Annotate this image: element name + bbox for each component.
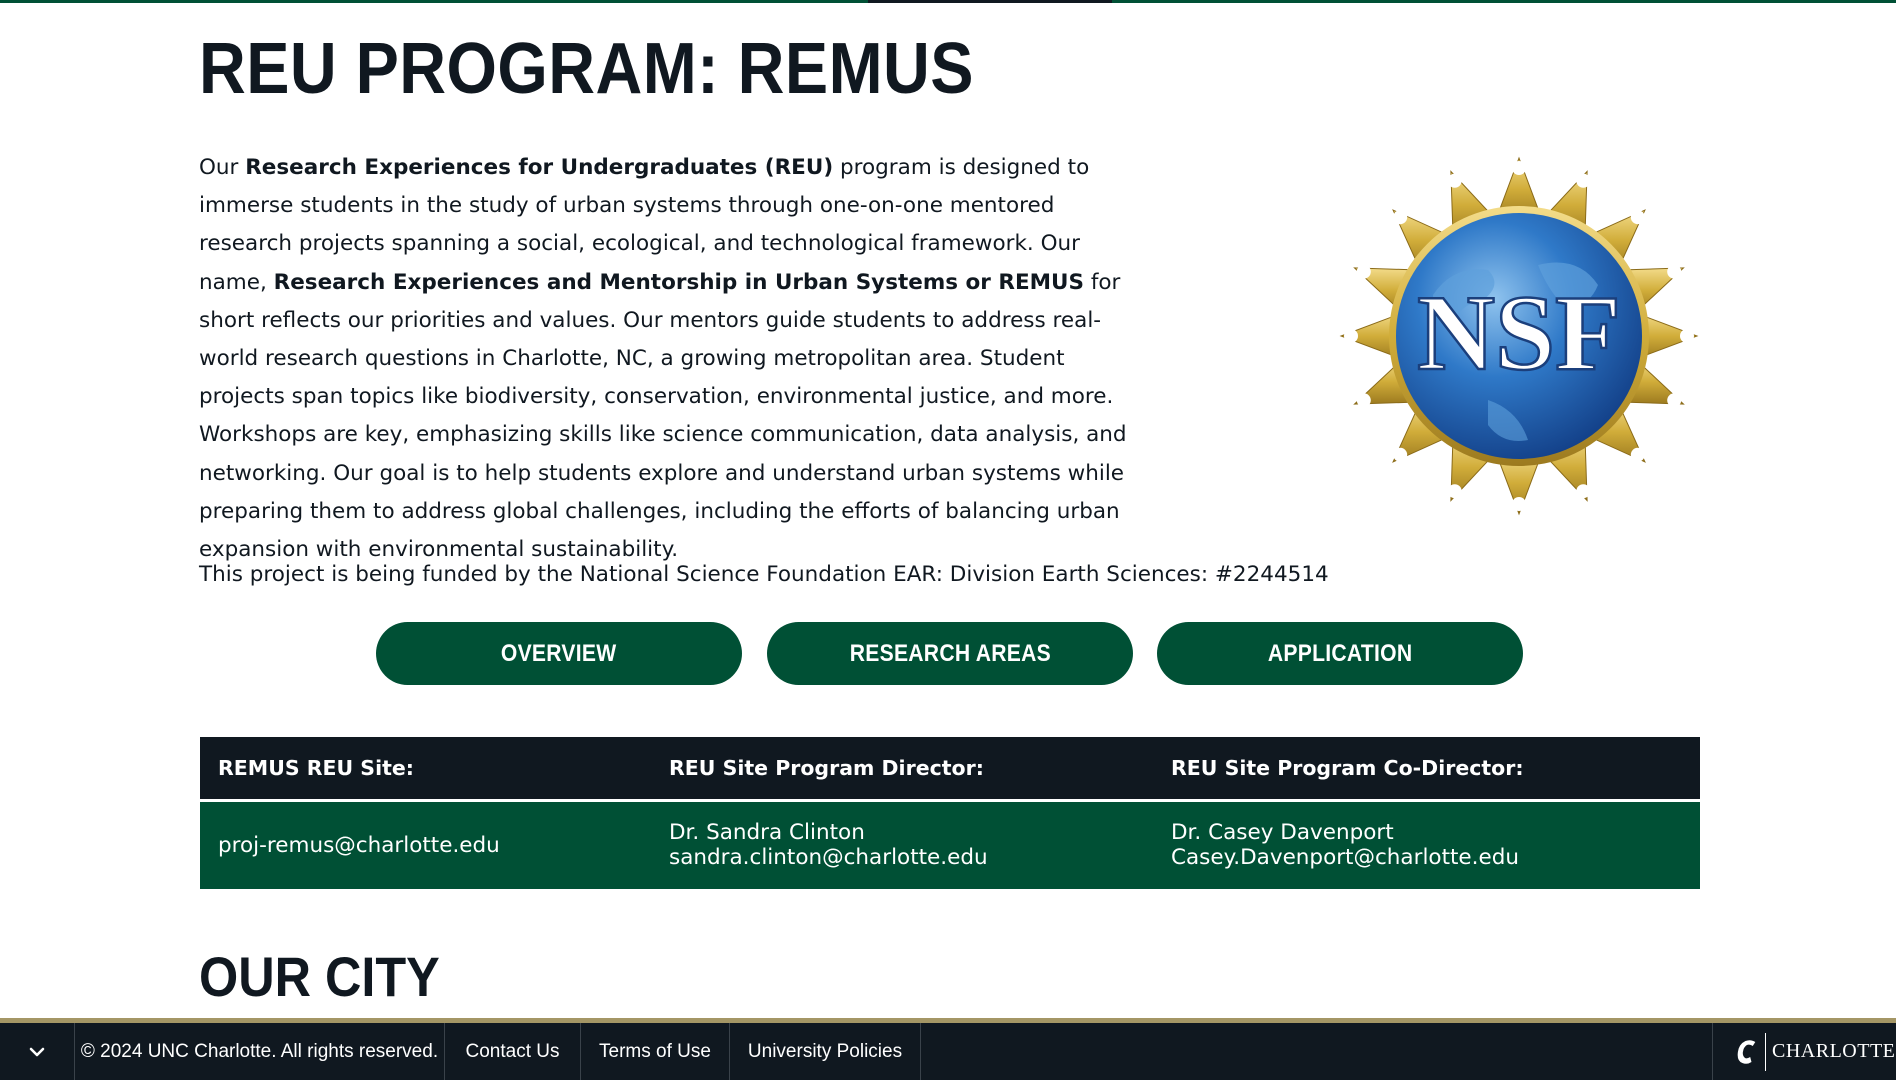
codirector-email[interactable]: Casey.Davenport@charlotte.edu: [1171, 845, 1519, 870]
codirector-name: Dr. Casey Davenport: [1171, 820, 1394, 845]
footer-toggle-button[interactable]: [0, 1023, 75, 1080]
logo-ray-hole: [1344, 329, 1358, 343]
logo-ray-hole: [1576, 484, 1590, 498]
svg-text:NSF: NSF: [1416, 274, 1622, 393]
logo-ray-hole: [1667, 265, 1681, 279]
contact-table-header: [200, 737, 1700, 799]
site-header: REMUS REU Site:: [218, 756, 415, 780]
overview-button[interactable]: OVERVIEW: [376, 622, 742, 685]
funding-statement: This project is being funded by the National Science Foundation EAR: Division Earth Sciences: #2244514: [199, 562, 1329, 587]
logo-ray-hole: [1448, 484, 1462, 498]
application-button[interactable]: APPLICATION: [1157, 622, 1523, 685]
logo-ray-hole: [1357, 393, 1371, 407]
charlotte-c-icon: [1737, 1037, 1759, 1067]
logo-ray-hole: [1576, 174, 1590, 188]
site-email[interactable]: proj-remus@charlotte.edu: [218, 833, 500, 858]
footer-copyright: © 2024 UNC Charlotte. All rights reserved.: [75, 1023, 445, 1080]
research-areas-button[interactable]: RESEARCH AREAS: [767, 622, 1133, 685]
nsf-logo: [1338, 155, 1700, 517]
footer-bar: [0, 1018, 1896, 1080]
logo-ray-hole: [1393, 448, 1407, 462]
logo-ray-hole: [1512, 497, 1526, 511]
director-header: REU Site Program Director:: [669, 756, 984, 780]
charlotte-logo[interactable]: [1712, 1023, 1896, 1080]
contact-table: [200, 737, 1700, 889]
logo-ray-hole: [1357, 265, 1371, 279]
contact-table-row: [200, 802, 1700, 889]
logo-ray-hole: [1667, 393, 1681, 407]
logo-ray-hole: [1631, 448, 1645, 462]
director-email[interactable]: sandra.clinton@charlotte.edu: [669, 845, 988, 870]
section-title-our-city: OUR CITY: [199, 945, 440, 1008]
intro-paragraph: Our Research Experiences for Undergraduates (REU) program is designed to immerse students in the study of urban systems through one-on-one mentored research projects spanning a social, ecological, and technological framework. Our name, Research Experiences and Mentorship in Urban Systems or REMUS for short reflects our priorities and values. Our mentors guide students to address real-world research questions in Charlotte, NC, a growing metropolitan area. Student projects span topics like biodiversity, conservation, environmental justice, and more. Workshops are key, emphasizing skills like science communication, data analysis, and networking. Our goal is to help students explore and understand urban systems while preparing them to address global challenges, including the efforts of balancing urban expansion with environmental sustainability.: [199, 155, 1127, 563]
top-accent-rule: [0, 0, 1896, 3]
chevron-down-icon: [28, 1046, 46, 1058]
footer-link-policies[interactable]: University Policies: [730, 1023, 921, 1080]
logo-ray-hole: [1393, 210, 1407, 224]
footer-link-terms[interactable]: Terms of Use: [581, 1023, 730, 1080]
codirector-header: REU Site Program Co-Director:: [1171, 756, 1524, 780]
logo-ray-hole: [1680, 329, 1694, 343]
director-name: Dr. Sandra Clinton: [669, 820, 865, 845]
logo-ray-hole: [1512, 161, 1526, 175]
brand-wordmark: CHARLOTTE: [1772, 1040, 1896, 1062]
logo-ray-hole: [1448, 174, 1462, 188]
page-title: REU PROGRAM: REMUS: [199, 29, 974, 109]
logo-ray-hole: [1631, 210, 1645, 224]
footer-link-contact[interactable]: Contact Us: [445, 1023, 581, 1080]
